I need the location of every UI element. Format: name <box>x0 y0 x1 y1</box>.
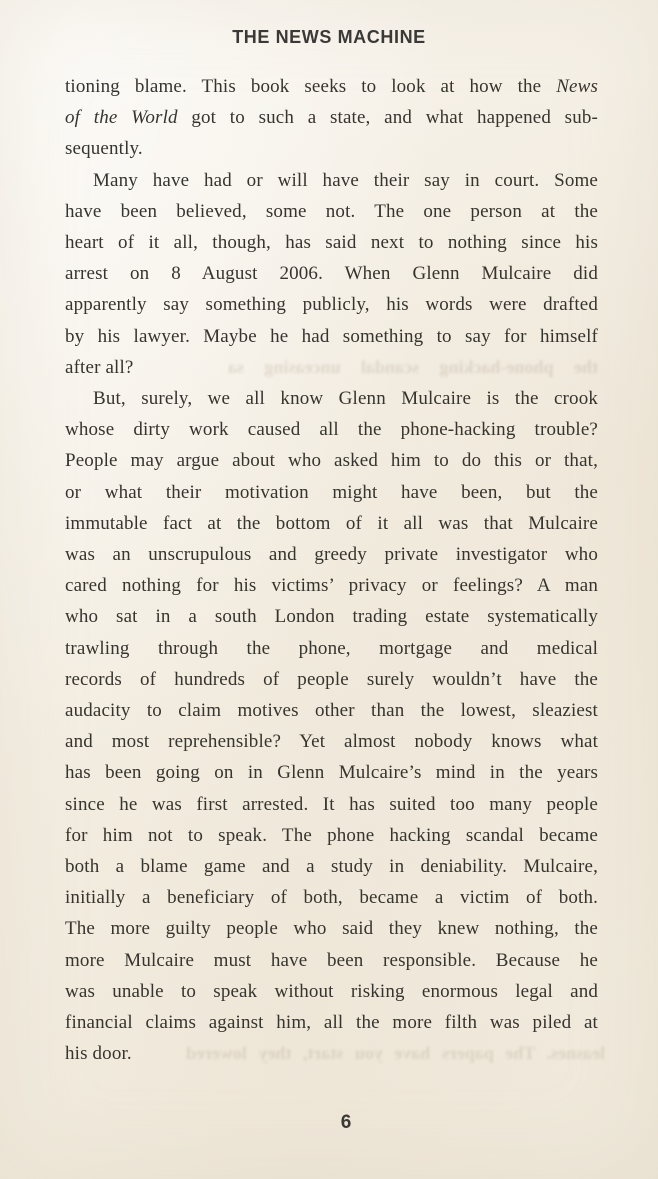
text-line <box>65 820 598 851</box>
text-line <box>65 633 598 664</box>
text-line <box>65 539 598 570</box>
text-line <box>65 695 598 726</box>
text-line <box>65 570 598 601</box>
text-segment: and most reprehensible? Yet almost nobody knows what <box>65 731 598 753</box>
text-segment: for him not to speak. The phone hacking scandal became <box>65 824 598 846</box>
text-line <box>65 477 598 508</box>
text-segment: have been believed, some not. The one person at the <box>65 200 598 222</box>
text-line <box>65 601 598 632</box>
text-segment: audacity to claim motives other than the lowest, sleaziest <box>65 700 598 722</box>
running-header: THE NEWS MACHINE <box>232 27 426 47</box>
text-segment: both a blame game and a study in deniability. Mulcaire, <box>65 856 598 878</box>
text-line <box>65 882 598 913</box>
text-line <box>65 196 598 227</box>
text-line <box>65 383 598 414</box>
text-segment: heart of it all, though, has said next to nothing since his <box>65 232 598 254</box>
text-segment: whose dirty work caused all the phone-hacking trouble? <box>65 419 598 441</box>
text-segment: or what their motivation might have been, but the <box>65 481 598 503</box>
text-segment: tioning blame. This book seeks to look at how the <box>65 76 557 97</box>
text-segment: who sat in a south London trading estate systematically <box>65 606 598 628</box>
text-segment: got to such a state, and what happened sub- <box>177 107 599 129</box>
text-segment: Many have had or will have their say in court. Some <box>93 169 598 191</box>
text-line <box>65 102 598 133</box>
text-line <box>65 726 598 757</box>
text-line <box>65 321 598 352</box>
paragraph <box>65 71 598 165</box>
text-segment: after all? <box>65 356 134 378</box>
text-segment: immutable fact at the bottom of it all was that Mulcaire <box>65 512 598 534</box>
italic-text-segment: News <box>556 76 598 97</box>
text-segment: sequently. <box>65 138 143 160</box>
text-segment: arrest on 8 August 2006. When Glenn Mulcaire did <box>65 263 598 285</box>
text-line <box>65 789 598 820</box>
text-segment: since he was first arrested. It has suited too many people <box>65 793 598 815</box>
text-line <box>65 1007 598 1038</box>
text-line <box>65 976 598 1007</box>
text-segment: trawling through the phone, mortgage and medical <box>65 637 598 659</box>
text-line <box>65 258 598 289</box>
text-segment: cared nothing for his victims’ privacy or feelings? A man <box>65 575 598 597</box>
text-line <box>65 508 598 539</box>
text-line <box>65 352 598 383</box>
text-line <box>65 133 598 164</box>
text-segment: People may argue about who asked him to do this or that, <box>65 450 598 472</box>
text-segment: was an unscrupulous and greedy private investigator who <box>65 544 598 566</box>
text-line <box>65 71 598 102</box>
text-segment: his door. <box>65 1043 132 1065</box>
text-segment: records of hundreds of people surely wouldn’t have the <box>65 668 598 690</box>
text-segment: by his lawyer. Maybe he had something to say for himself <box>65 325 598 347</box>
text-line <box>65 414 598 445</box>
italic-text-segment: of the World <box>65 107 178 129</box>
body-text <box>65 71 598 1070</box>
text-line <box>65 757 598 788</box>
text-line <box>65 1038 598 1069</box>
text-line <box>65 289 598 320</box>
text-segment: was unable to speak without risking enormous legal and <box>65 980 598 1002</box>
text-segment: more Mulcaire must have been responsible. Because he <box>65 949 598 971</box>
text-line <box>65 445 598 476</box>
text-line <box>65 851 598 882</box>
bleedthrough-text: the phone-hacking scandal unceasing sa <box>227 357 598 377</box>
text-segment: The more guilty people who said they knew nothing, the <box>65 918 598 940</box>
text-segment: has been going on in Glenn Mulcaire’s mind in the years <box>65 762 598 784</box>
text-line <box>65 664 598 695</box>
text-line <box>65 945 598 976</box>
text-line <box>65 165 598 196</box>
page-number: 6 <box>340 1112 352 1133</box>
paragraph <box>65 165 598 383</box>
text-segment: financial claims against him, all the more filth was piled at <box>65 1012 598 1034</box>
text-segment: initially a beneficiary of both, became a victim of both. <box>65 887 598 909</box>
text-segment: apparently say something publicly, his words were drafted <box>65 294 598 316</box>
text-line <box>65 227 598 258</box>
bleedthrough-text: leasnes. The papers have you start, they lowered <box>186 1043 605 1063</box>
text-segment: But, surely, we all know Glenn Mulcaire is the crook <box>93 388 598 410</box>
text-line <box>65 913 598 944</box>
paragraph <box>65 383 598 1069</box>
